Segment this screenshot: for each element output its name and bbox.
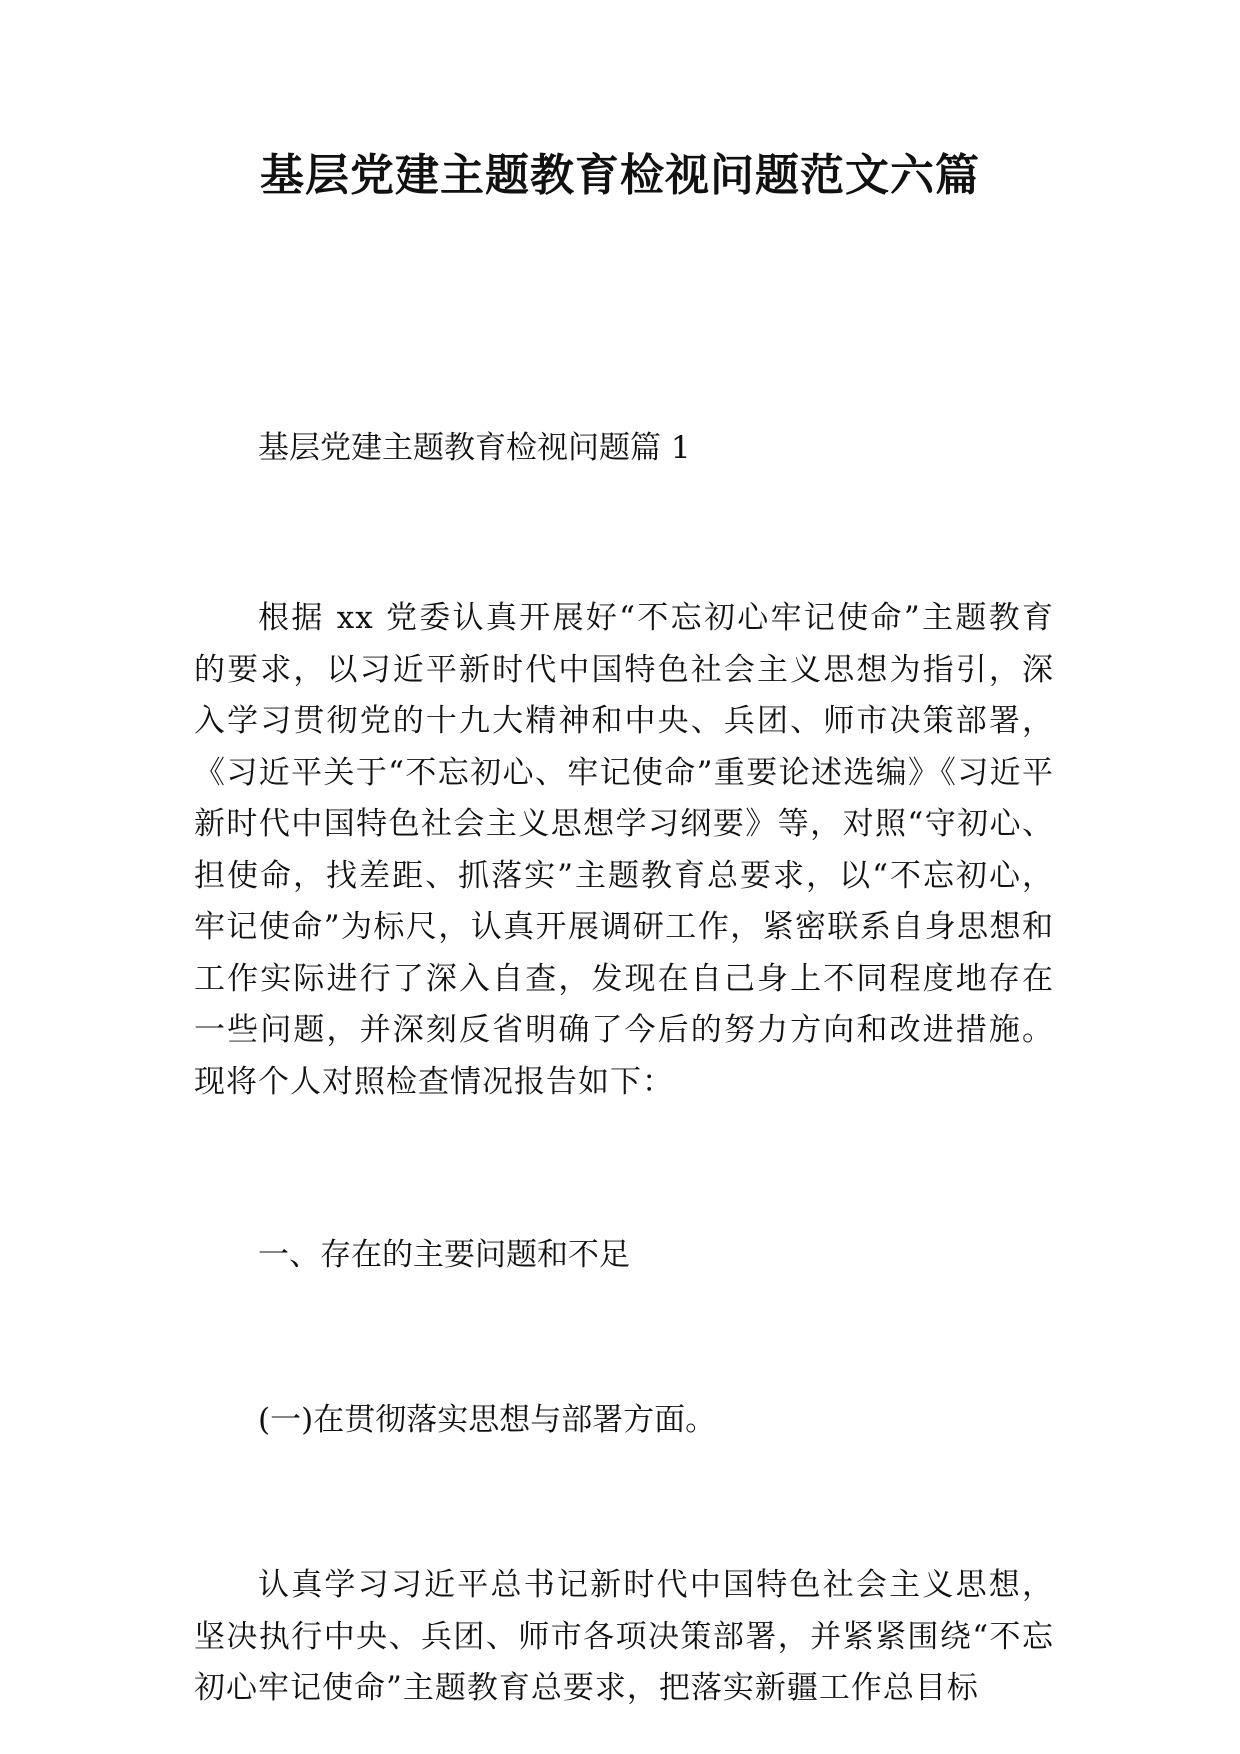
problems-heading: 一、存在的主要问题和不足: [258, 1237, 630, 1273]
section-heading: 基层党建主题教育检视问题篇 1: [258, 430, 691, 466]
intro-paragraph: 根据 xx 党委认真开展好“不忘初心牢记使命”主题教育的要求，以习近平新时代中国特色社会主义思想为指引，深入学习贯彻党的十九大精神和中央、兵团、师市决策部署，《习近平关于“不忘初心、牢记使命”重要论述选编》《习近平新时代中国特色社会主义思想学习纲要》等，对照“守初心、担使命，找差距、抓落实”主题教育总要求，以“不忘初心，牢记使命”为标尺，认真开展调研工作，紧密联系自身思想和工作实际进行了深入自查，发现在自己身上不同程度地存在一些问题，并深刻反省明确了今后的努力方向和改进措施。现将个人对照检查情况报告如下：: [194, 600, 1054, 1100]
subheading-implementation: (一)在贯彻落实思想与部署方面。: [258, 1402, 717, 1438]
document-title: 基层党建主题教育检视问题范文六篇: [260, 150, 980, 201]
study-paragraph: 认真学习习近平总书记新时代中国特色社会主义思想，坚决执行中央、兵团、师市各项决策部署，并紧紧围绕“不忘初心牢记使命”主题教育总要求，把落实新疆工作总目标: [194, 1567, 1054, 1706]
